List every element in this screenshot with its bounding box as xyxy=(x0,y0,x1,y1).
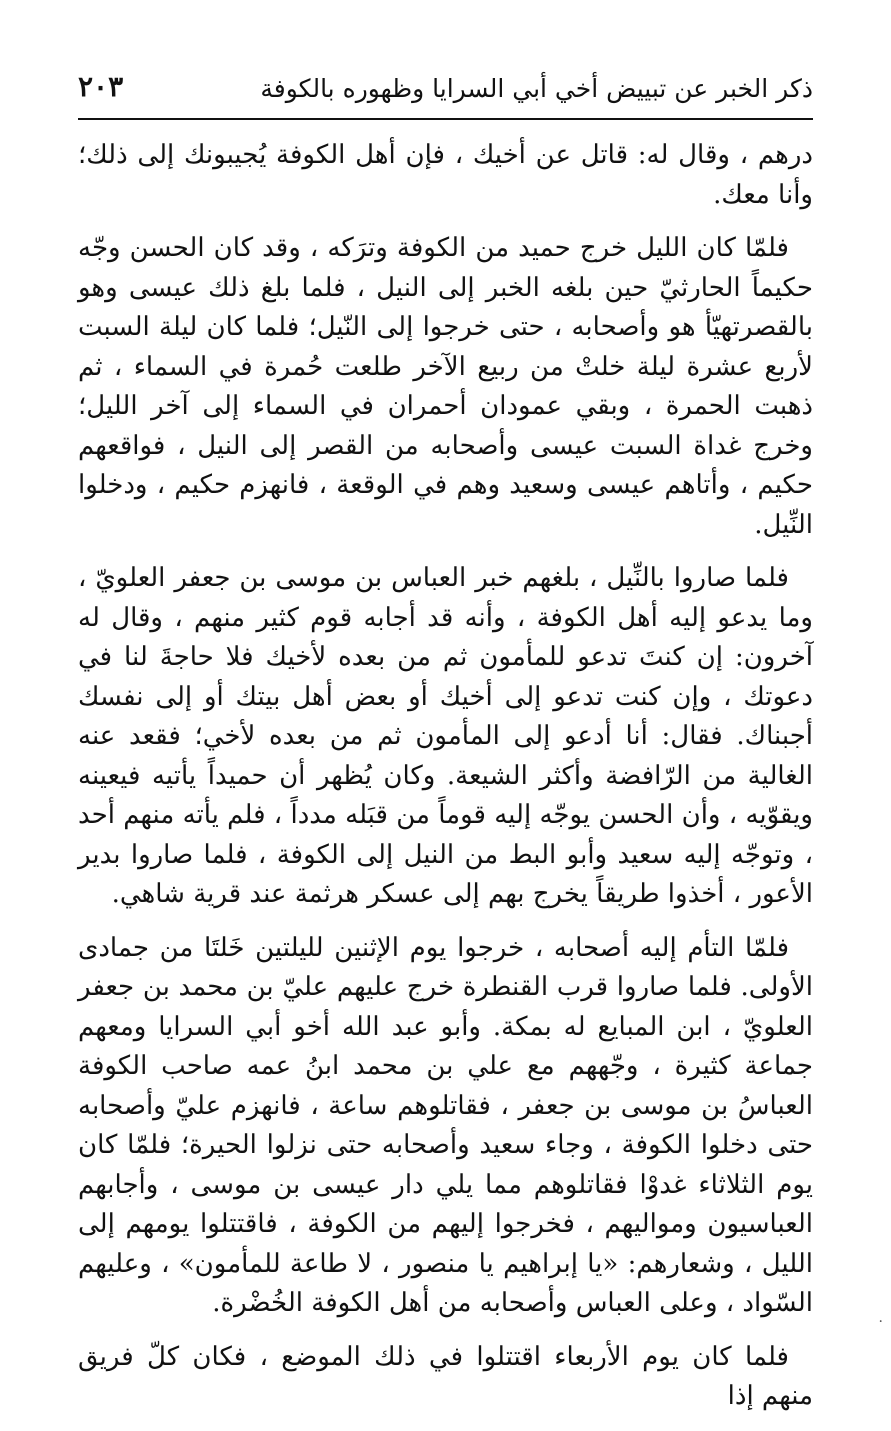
chapter-title: ذكر الخبر عن تبييض أخي أبي السرايا وظهوره بالكوفة xyxy=(260,74,813,103)
page-body xyxy=(78,136,813,1431)
header-divider xyxy=(78,118,813,120)
paragraph-3: فلما صاروا بالنِّيل ، بلغهم خبر العباس بن موسى بن جعفر العلويّ ، وما يدعو إليه أهل الكوفة ، وأنه قد أجابه قوم كثير منهم ، وقال له آخرون: إن كنتَ تدعو للمأمون ثم من بعده لأخيك فلا حاجةَ لنا في دعوتك ، وإن كنت تدعو إلى أخيك أو بعض أهل بيتك أو إلى نفسك أجبناك. فقال: أنا أدعو إلى المأمون ثم من بعده لأخي؛ فقعد عنه الغالية من الرّافضة وأكثر الشيعة. وكان يُظهر أن حميداً يأتيه فيعينه ويقوّيه ، وأن الحسن يوجّه إليه قوماً من قبَله مدداً ، فلم يأته منهم أحد ، وتوجّه إليه سعيد وأبو البط من النيل إلى الكوفة ، فلما صاروا بدير الأعور ، أخذوا طريقاً يخرج بهم إلى عسكر هرثمة عند قرية شاهي. xyxy=(78,563,813,909)
paragraph-4: فلمّا التأم إليه أصحابه ، خرجوا يوم الإثنين لليلتين خَلتَا من جمادى الأولى. فلما صاروا قرب القنطرة خرج عليهم عليّ بن محمد بن جعفر العلويّ ، ابن المبايع له بمكة. وأبو عبد الله أخو أبي السرايا ومعهم جماعة كثيرة ، وجّههم مع علي بن محمد ابنُ عمه صاحب الكوفة العباسُ بن موسى بن جعفر ، فقاتلوهم ساعة ، فانهزم عليّ وأصحابه حتى دخلوا الكوفة ، وجاء سعيد وأصحابه حتى نزلوا الحيرة؛ فلمّا كان يوم الثلاثاء غدوْا فقاتلوهم مما يلي دار عيسى بن موسى ، وأجابهم العباسيون ومواليهم ، فخرجوا إليهم من الكوفة ، فاقتتلوا يومهم إلى الليل ، وشعارهم: «يا إبراهيم يا منصور ، لا طاعة للمأمون» ، وعليهم السّواد ، وعلى العباس وأصحابه من أهل الكوفة الخُضْرة. xyxy=(78,932,813,1318)
page-number: ٢٠٣ xyxy=(78,70,124,103)
margin-dot: · xyxy=(878,1314,883,1330)
paragraph-2: فلمّا كان الليل خرج حميد من الكوفة وترَكه ، وقد كان الحسن وجّه حكيماً الحارثيّ حين بلغه الخبر إلى النيل ، فلما بلغ ذلك عيسى وهو بالقصرتهيّأ هو وأصحابه ، حتى خرجوا إلى النّيل؛ فلما كان ليلة السبت لأربع عشرة ليلة خلتْ من ربيع الآخر طلعت حُمرة في السماء ، ثم ذهبت الحمرة ، وبقي عمودان أحمران في السماء إلى آخر الليل؛ وخرج غداة السبت عيسى وأصحابه من القصر إلى النيل ، فواقعهم حكيم ، وأتاهم عيسى وسعيد وهم في الوقعة ، فانهزم حكيم ، ودخلوا النِّيل. xyxy=(78,233,813,540)
paragraph-1: درهم ، وقال له: قاتل عن أخيك ، فإن أهل الكوفة يُجيبونك إلى ذلك؛ وأنا معك. xyxy=(78,140,813,210)
paragraph-5: فلما كان يوم الأربعاء اقتتلوا في ذلك الموضع ، فكان كلّ فريق منهم إذا xyxy=(78,1341,813,1411)
running-header xyxy=(78,68,813,114)
